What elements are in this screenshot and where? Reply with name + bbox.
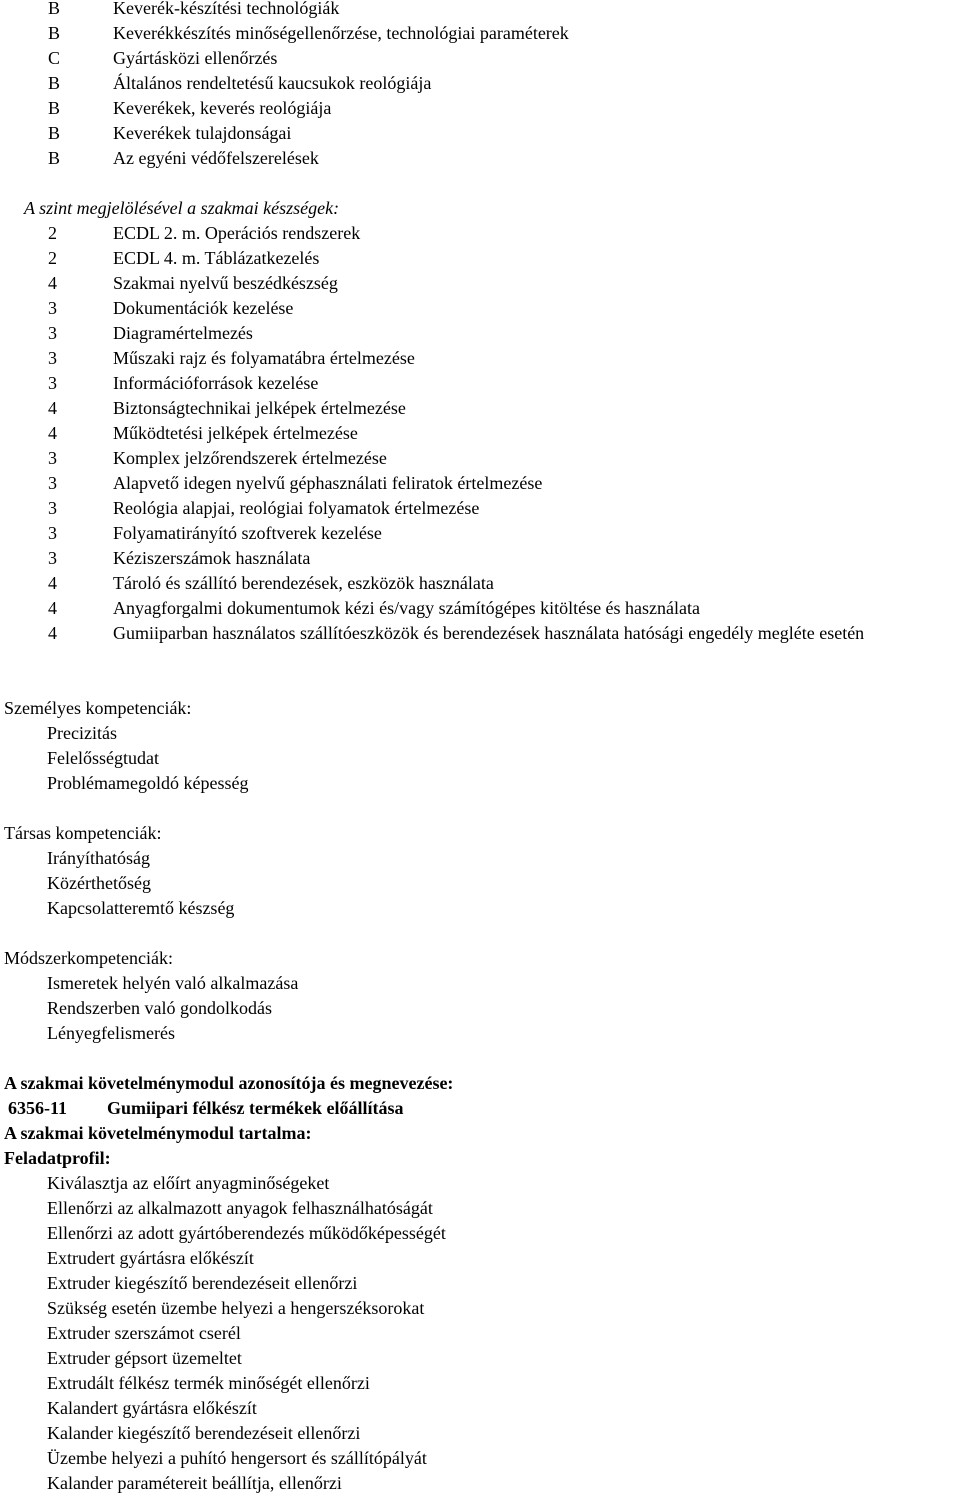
module-id-heading: A szakmai követelménymodul azonosítója és megnevezése: [4,1073,454,1093]
social-item: Kapcsolatteremtő készség [47,898,235,918]
topic-level: B [48,98,61,118]
module-name: Gumiipari félkész termékek előállítása [107,1098,404,1118]
task-item: Kalander kiegészítő berendezéseit ellenőrzi [47,1423,361,1443]
skill-level: 3 [48,523,57,543]
skill-level: 2 [48,248,57,268]
skill-text: Kéziszerszámok használata [113,548,311,568]
skill-level: 3 [48,548,57,568]
skill-text: Folyamatirányító szoftverek kezelése [113,523,382,543]
task-item: Extruder gépsort üzemeltet [47,1348,242,1368]
task-item: Üzembe helyezi a puhító hengersort és szállítópályát [47,1448,427,1468]
skill-text: Szakmai nyelvű beszédkészség [113,273,338,293]
method-heading: Módszerkompetenciák: [4,948,173,968]
topic-level: B [48,73,61,93]
topic-level: B [48,0,61,18]
skill-text: ECDL 2. m. Operációs rendszerek [113,223,361,243]
topic-text: Keverékek tulajdonságai [113,123,292,143]
skill-level: 3 [48,373,57,393]
profile-heading: Feladatprofil: [4,1148,111,1168]
skill-level: 4 [48,273,57,293]
skill-text: Információforrások kezelése [113,373,319,393]
skill-text: Diagramértelmezés [113,323,253,343]
module-code-row [8,1096,404,1121]
social-heading: Társas kompetenciák: [4,823,162,843]
topic-level: C [48,48,61,68]
task-item: Ellenőrzi az alkalmazott anyagok felhasználhatóságát [47,1198,433,1218]
task-item: Extruder kiegészítő berendezéseit ellenőrzi [47,1273,358,1293]
topic-level: B [48,23,61,43]
social-item: Közérthetőség [47,873,151,893]
task-item: Kiválasztja az előírt anyagminőségeket [47,1173,330,1193]
topic-text: Gyártásközi ellenőrzés [113,48,278,68]
method-item: Ismeretek helyén való alkalmazása [47,973,299,993]
skill-level: 4 [48,573,57,593]
personal-item: Felelősségtudat [47,748,159,768]
skill-text: Biztonságtechnikai jelképek értelmezése [113,398,406,418]
skill-text: Műszaki rajz és folyamatábra értelmezése [113,348,415,368]
task-item: Extrudált félkész termék minőségét ellenőrzi [47,1373,370,1393]
task-item: Extruder szerszámot cserél [47,1323,241,1343]
skill-text: Anyagforgalmi dokumentumok kézi és/vagy számítógépes kitöltése és használata [113,598,701,618]
topic-text: Keverékkészítés minőségellenőrzése, technológiai paraméterek [113,23,569,43]
topic-level: B [48,148,61,168]
topic-text: Az egyéni védőfelszerelések [113,148,319,168]
skill-text: Gumiiparban használatos szállítóeszközök és berendezések használata hatósági engedély megléte esetén [113,623,865,643]
module-content-heading: A szakmai követelménymodul tartalma: [4,1123,312,1143]
task-item: Szükség esetén üzembe helyezi a hengerszéksorokat [47,1298,425,1318]
task-item: Kalander paramétereit beállítja, ellenőrzi [47,1473,342,1493]
skill-text: Tároló és szállító berendezések, eszközök használata [113,573,494,593]
topic-text: Általános rendeltetésű kaucsukok reológiája [113,73,432,93]
skill-level: 3 [48,473,57,493]
personal-item: Precizitás [47,723,117,743]
skill-level: 4 [48,398,57,418]
skill-level: 3 [48,323,57,343]
skill-text: Komplex jelzőrendszerek értelmezése [113,448,387,468]
task-item: Ellenőrzi az adott gyártóberendezés működőképességét [47,1223,446,1243]
skill-level: 3 [48,298,57,318]
module-code: 6356-11 [8,1098,68,1118]
personal-heading: Személyes kompetenciák: [4,698,192,718]
skill-text: Dokumentációk kezelése [113,298,294,318]
method-item: Lényegfelismerés [47,1023,175,1043]
topic-text: Keverék-készítési technológiák [113,0,340,18]
skill-level: 2 [48,223,57,243]
skill-level: 4 [48,623,57,643]
skill-level: 4 [48,598,57,618]
method-item: Rendszerben való gondolkodás [47,998,272,1018]
skill-level: 4 [48,423,57,443]
social-item: Irányíthatóság [47,848,150,868]
topic-text: Keverékek, keverés reológiája [113,98,332,118]
task-item: Kalandert gyártásra előkészít [47,1398,257,1418]
skill-level: 3 [48,348,57,368]
skill-level: 3 [48,498,57,518]
task-item: Extrudert gyártásra előkészít [47,1248,254,1268]
personal-item: Problémamegoldó képesség [47,773,249,793]
skills-heading: A szint megjelölésével a szakmai készségek: [24,198,340,218]
skill-level: 3 [48,448,57,468]
skill-text: Alapvető idegen nyelvű géphasználati feliratok értelmezése [113,473,543,493]
topic-level: B [48,123,61,143]
skill-text: ECDL 4. m. Táblázatkezelés [113,248,320,268]
skill-text: Működtetési jelképek értelmezése [113,423,358,443]
skill-text: Reológia alapjai, reológiai folyamatok értelmezése [113,498,480,518]
